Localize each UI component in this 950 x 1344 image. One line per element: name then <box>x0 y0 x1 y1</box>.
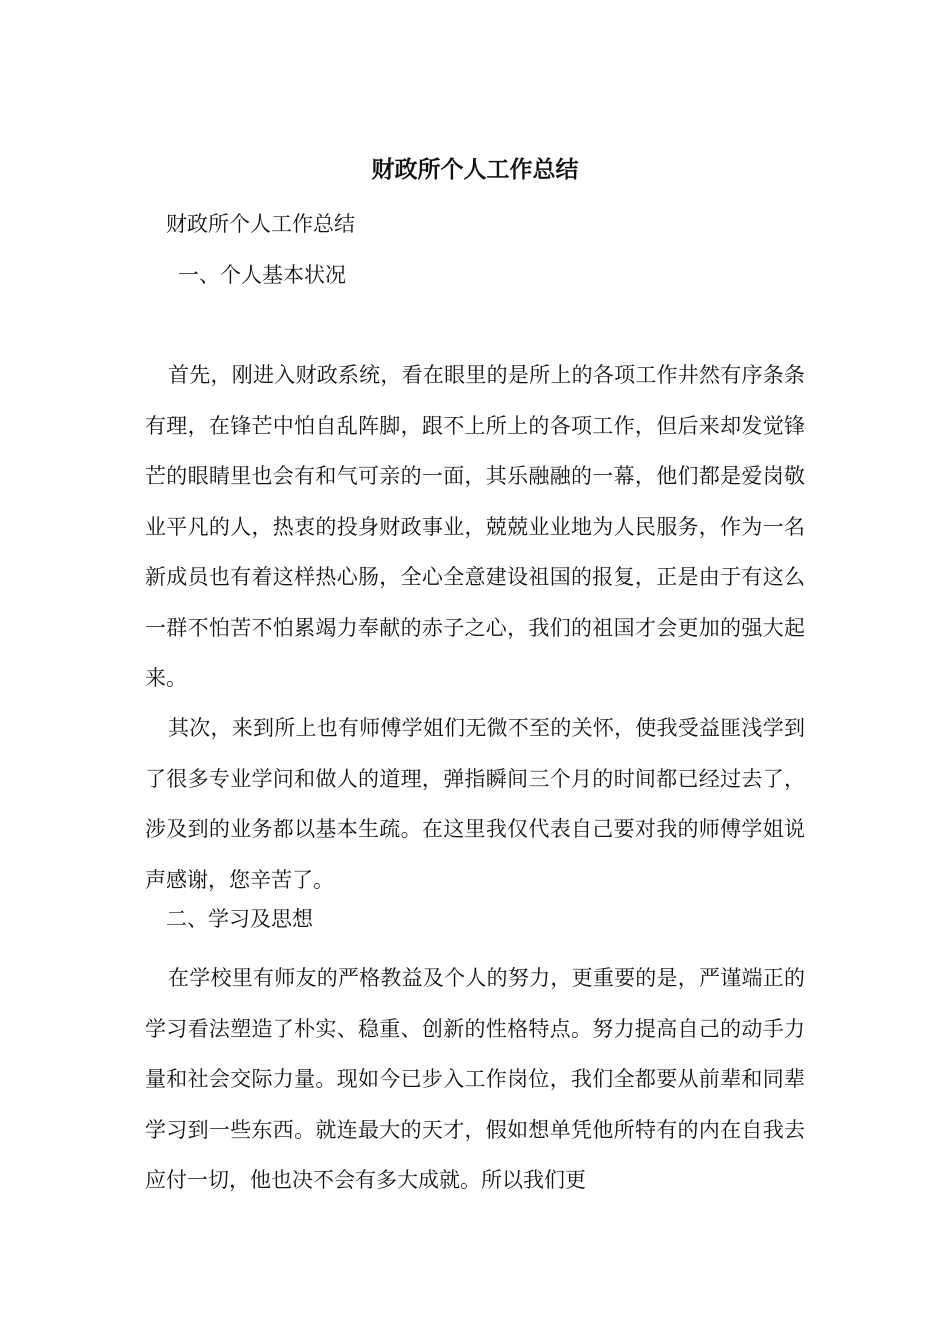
section-heading-basic-status: 一、个人基本状况 <box>178 263 346 287</box>
paragraph-second: 其次，来到所上也有师傅学姐们无微不至的关怀，使我受益匪浅学到了很多专业学问和做人的道理，弹指瞬间三个月的时间都已经过去了，涉及到的业务都以基本生疏。在这里我仅代表自己要对我的师傅学姐说声感谢，您辛苦了。 <box>145 716 805 892</box>
section-heading-study-thought: 二、学习及思想 <box>166 907 313 931</box>
document-title: 财政所个人工作总结 <box>371 156 579 183</box>
document-subtitle: 财政所个人工作总结 <box>166 212 355 236</box>
paragraph-third: 在学校里有师友的严格教益及个人的努力，更重要的是，严谨端正的学习看法塑造了朴实、稳重、创新的性格特点。努力提高自己的动手力量和社会交际力量。现如今已步入工作岗位，我们全都要从前辈和同辈学习到一些东西。就连最大的天才，假如想单凭他所特有的内在自我去应付一切，他也决不会有多大成就。所以我们更 <box>145 966 805 1192</box>
paragraph-first: 首先，刚进入财政系统，看在眼里的是所上的各项工作井然有序条条有理，在锋芒中怕自乱阵脚，跟不上所上的各项工作，但后来却发觉锋芒的眼睛里也会有和气可亲的一面，其乐融融的一幕，他们都是爱岗敬业平凡的人，热衷的投身财政事业，兢兢业业地为人民服务，作为一名新成员也有着这样热心肠，全心全意建设祖国的报复，正是由于有这么一群不怕苦不怕累竭力奉献的赤子之心，我们的祖国才会更加的强大起来。 <box>145 363 805 690</box>
